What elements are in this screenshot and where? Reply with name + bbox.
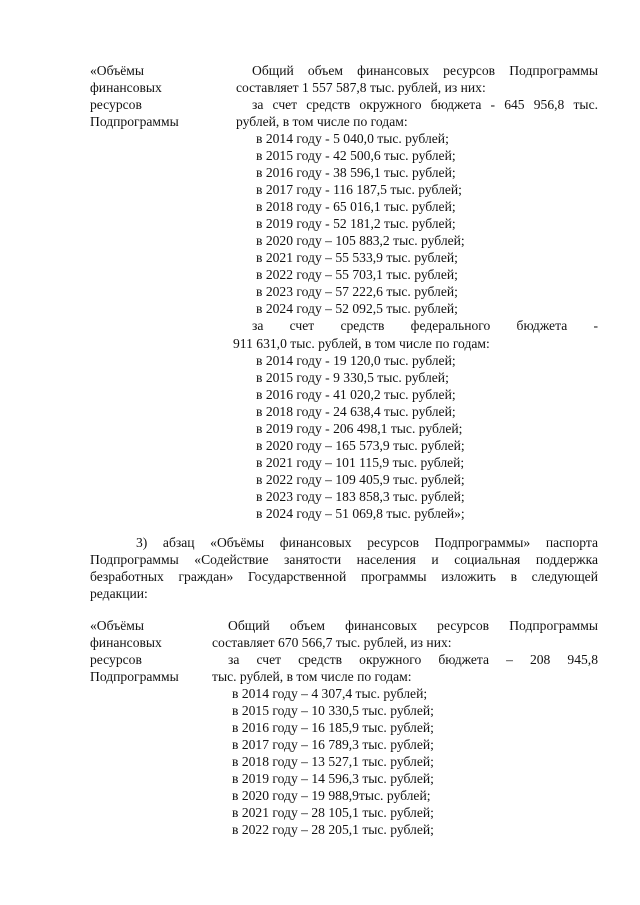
okrug-intro-line: за счет средств окружного бюджета – 208 945,8 [228,652,598,667]
year-line: в 2016 году - 38 596,1 тыс. рублей; [256,165,456,180]
okrug-years-list [212,685,598,838]
federal-intro-line: 911 631,0 тыс. рублей, в том числе по годам: [233,336,490,351]
year-line: в 2015 году - 42 500,6 тыс. рублей; [256,148,456,163]
paragraph-line: Подпрограммы «Содействие занятости населения и социальная поддержка [90,552,598,567]
label-line: ресурсов [90,97,142,112]
year-line: в 2014 году – 4 307,4 тыс. рублей; [232,686,428,701]
year-line: в 2018 году – 13 527,1 тыс. рублей; [232,754,434,769]
intro-line: составляет 670 566,7 тыс. рублей, из них: [212,635,452,650]
year-line: в 2021 году – 101 115,9 тыс. рублей; [256,455,465,470]
year-line: в 2014 году - 19 120,0 тыс. рублей; [256,353,456,368]
paragraph-line: 3) абзац «Объёмы финансовых ресурсов Подпрограммы» паспорта [136,535,598,550]
label-line: финансовых [90,635,162,650]
label-line: «Объёмы [90,63,144,78]
okrug-intro-line: рублей, в том числе по годам: [236,114,408,129]
intro-line: Общий объем финансовых ресурсов Подпрограммы [228,618,598,633]
year-line: в 2018 году - 24 638,4 тыс. рублей; [256,404,456,419]
year-line: в 2019 году - 206 498,1 тыс. рублей; [256,421,463,436]
label-line: ресурсов [90,652,142,667]
year-line: в 2019 году - 52 181,2 тыс. рублей; [256,216,456,231]
year-line: в 2019 году – 14 596,3 тыс. рублей; [232,771,434,786]
okrug-intro-line: за счет средств окружного бюджета - 645 956,8 тыс. [252,97,598,112]
year-line: в 2015 году - 9 330,5 тыс. рублей; [256,370,449,385]
year-line: в 2016 году – 16 185,9 тыс. рублей; [232,720,434,735]
year-line: в 2020 году – 105 883,2 тыс. рублей; [256,233,465,248]
block1-content [236,62,598,334]
year-line: в 2022 году – 55 703,1 тыс. рублей; [256,267,458,282]
year-line: в 2020 году – 19 988,9тыс. рублей; [232,788,431,803]
year-line: в 2023 году – 183 858,3 тыс. рублей; [256,489,465,504]
year-line: в 2021 году – 55 533,9 тыс. рублей; [256,250,458,265]
year-line: в 2023 году – 57 222,6 тыс. рублей; [256,284,458,299]
year-line: в 2024 году – 52 092,5 тыс. рублей; [256,301,458,316]
year-line: в 2022 году – 109 405,9 тыс. рублей; [256,472,465,487]
intro-line: составляет 1 557 587,8 тыс. рублей, из них: [236,80,486,95]
label-line: Подпрограммы [90,114,179,129]
year-line: в 2014 году - 5 040,0 тыс. рублей; [256,131,449,146]
year-line: в 2020 году – 165 573,9 тыс. рублей; [256,438,465,453]
okrug-intro-line: тыс. рублей, в том числе по годам: [212,669,412,684]
block2-content [212,617,598,838]
okrug-years-list [236,130,598,317]
year-line: в 2017 году – 16 789,3 тыс. рублей; [232,737,434,752]
label-line: финансовых [90,80,162,95]
block2-label [90,617,220,685]
year-line: в 2022 году – 28 205,1 тыс. рублей; [232,822,434,837]
block1-label [90,62,220,130]
year-line: в 2016 году - 41 020,2 тыс. рублей; [256,387,456,402]
federal-intro-continuation [233,335,603,522]
federal-intro-line: за счет средств федерального бюджета - [252,318,598,333]
federal-years-list [233,352,603,522]
paragraph-line: безработных граждан» Государственной программы изложить в следующей [90,569,598,584]
instruction-paragraph [90,534,598,602]
year-line: в 2017 году - 116 187,5 тыс. рублей; [256,182,462,197]
intro-line: Общий объем финансовых ресурсов Подпрограммы [252,63,598,78]
year-line: в 2015 году – 10 330,5 тыс. рублей; [232,703,434,718]
year-line: в 2021 году – 28 105,1 тыс. рублей; [232,805,434,820]
year-line: в 2018 году - 65 016,1 тыс. рублей; [256,199,456,214]
year-line: в 2024 году – 51 069,8 тыс. рублей»; [256,506,465,521]
label-line: «Объёмы [90,618,144,633]
paragraph-line: редакции: [90,586,148,601]
label-line: Подпрограммы [90,669,179,684]
